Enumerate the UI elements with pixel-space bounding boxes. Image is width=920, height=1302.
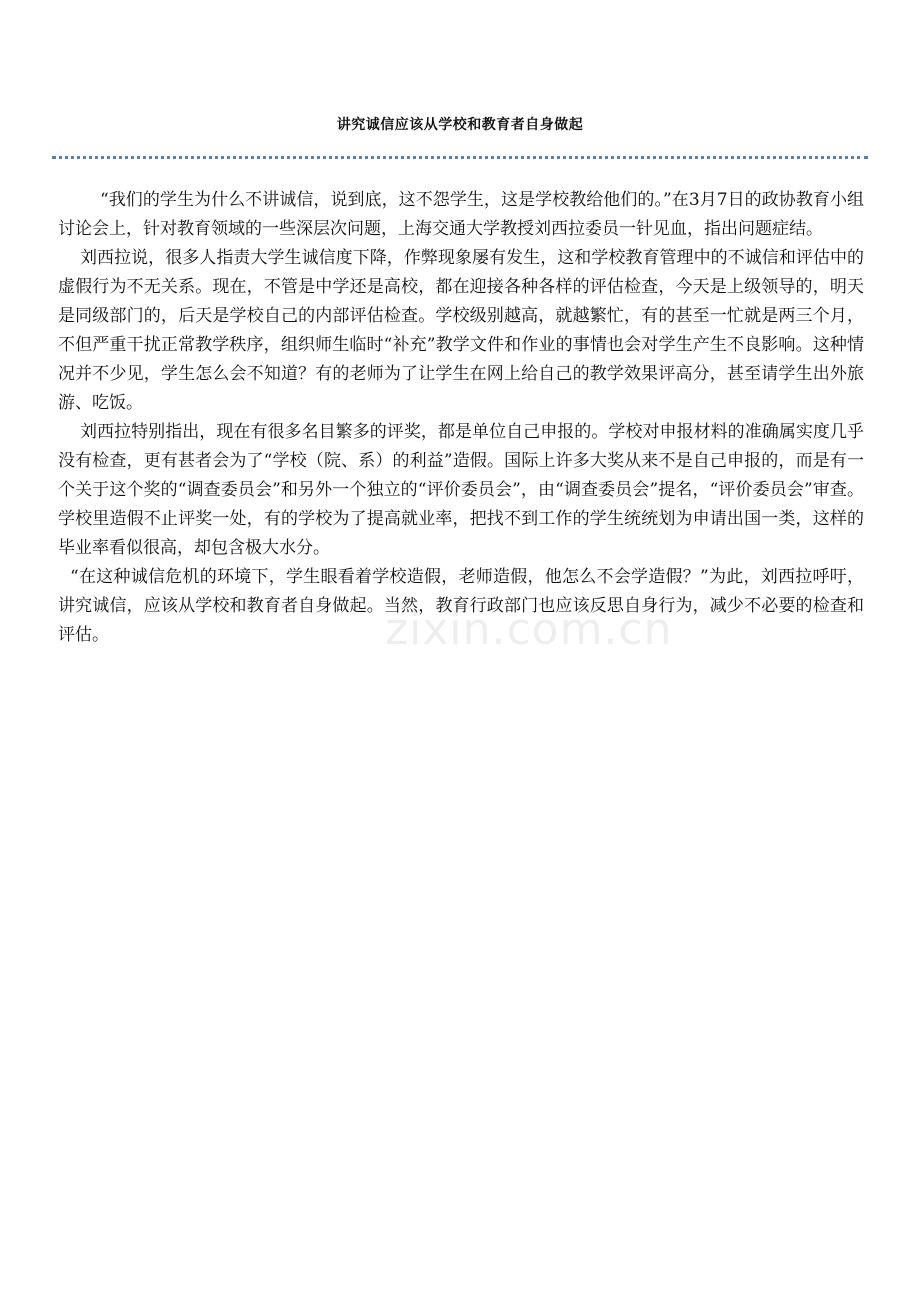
- document-title: 讲究诚信应该从学校和教育者自身做起: [336, 117, 584, 133]
- article-body: [58, 186, 864, 650]
- dotted-divider: [52, 156, 868, 159]
- paragraph-3: 刘西拉特别指出，现在有很多名目繁多的评奖，都是单位自己申报的。学校对申报材料的准确属实度几乎没有检查，更有甚者会为了“学校（院、系）的利益”造假。国际上许多大奖从来不是自己申报的，而是有一个关于这个奖的“调查委员会”和另外一个独立的“评价委员会”，由“调查委员会”提名，“评价委员会”审查。学校里造假不止评奖一处，有的学校为了提高就业率，把找不到工作的学生统统划为申请出国一类，这样的毕业率看似很高，却包含极大水分。: [58, 422, 864, 558]
- watermark: zixin.com.cn: [385, 604, 673, 655]
- paragraph-2: 刘西拉说，很多人指责大学生诚信度下降，作弊现象屡有发生，这和学校教育管理中的不诚信和评估中的虚假行为不无关系。现在，不管是中学还是高校，都在迎接各种各样的评估检查，今天是上级领导的，明天是同级部门的，后天是学校自己的内部评估检查。学校级别越高，就越繁忙，有的甚至一忙就是两三个月，不但严重干扰正常教学秩序，组织师生临时“补充”教学文件和作业的事情也会对学生产生不良影响。这种情况并不少见，学生怎么会不知道？有的老师为了让学生在网上给自己的教学效果评高分，甚至请学生出外旅游、吃饭。: [58, 248, 864, 413]
- paragraph-4: “在这种诚信危机的环境下，学生眼看着学校造假，老师造假，他怎么不会学造假？”为此，刘西拉呼吁，讲究诚信，应该从学校和教育者自身做起。当然，教育行政部门也应该反思自身行为，减少不必要的检查和评估。: [58, 567, 864, 645]
- paragraph-1: “我们的学生为什么不讲诚信，说到底，这不怨学生，这是学校教给他们的。”在3月7日的政协教育小组讨论会上，针对教育领域的一些深层次问题，上海交通大学教授刘西拉委员一针见血，指出问题症结。: [58, 190, 864, 239]
